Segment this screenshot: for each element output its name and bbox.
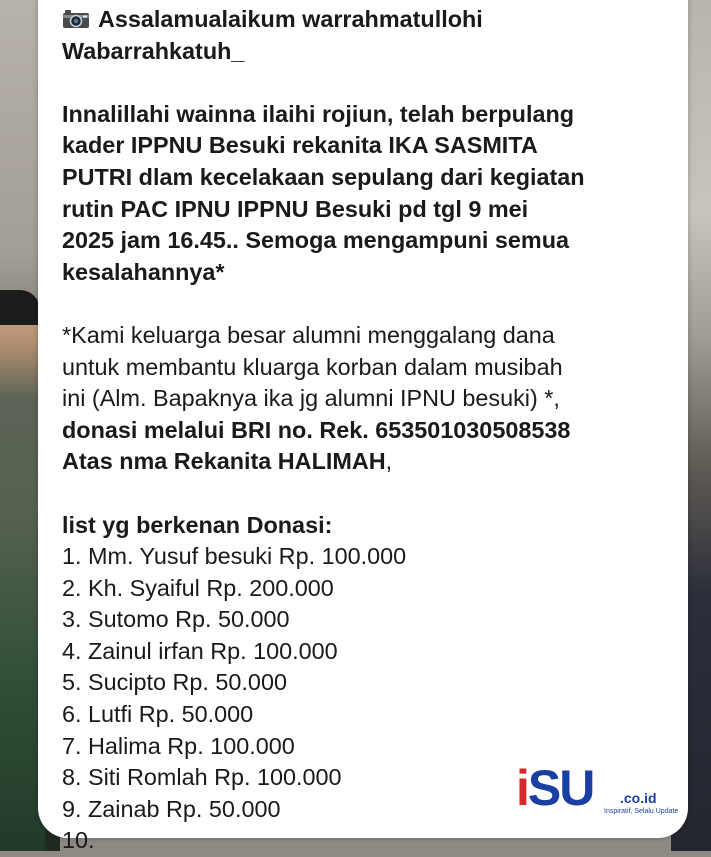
- bank-account-name: Atas nma Rekanita HALIMAH: [62, 448, 386, 475]
- greeting-line-2: Wabarrahkatuh_: [62, 37, 245, 64]
- donor-list-item: 8. Siti Romlah Rp. 100.000: [62, 764, 342, 791]
- logo-tagline: Inspiratif, Selalu Update: [604, 808, 679, 815]
- donor-list-item: 7. Halima Rp. 100.000: [62, 732, 295, 759]
- bank-info-line: donasi melalui BRI no. Rek. 653501030508538: [62, 416, 571, 443]
- camera-icon: [62, 9, 90, 29]
- donor-list-item: 6. Lutfi Rp. 50.000: [62, 701, 254, 728]
- announcement-line: 2025 jam 16.45.. Semoga mengampuni semua: [62, 227, 570, 254]
- donor-list-item: 3. Sutomo Rp. 50.000: [62, 606, 290, 633]
- donor-list-item: 1. Mm. Yusuf besuki Rp. 100.000: [62, 543, 407, 570]
- greeting-text-1: Assalamualaikum warrahmatullohi: [98, 6, 483, 32]
- donor-list-title: list yg berkenan Donasi:: [62, 511, 333, 538]
- message-card: [38, 0, 688, 854]
- donor-list-item: 5. Sucipto Rp. 50.000: [62, 669, 287, 696]
- logo-letter-i: i: [516, 760, 528, 816]
- fundraising-line: *Kami keluarga besar alumni menggalang dana: [62, 321, 555, 348]
- announcement-line: kader IPPNU Besuki rekanita IKA SASMITA: [62, 132, 538, 159]
- logo-domain: .co.id: [620, 790, 657, 806]
- donor-list-item: 9. Zainab Rp. 50.000: [62, 795, 281, 822]
- announcement-line: kesalahannya*: [62, 258, 225, 285]
- background-person-cap: [0, 290, 40, 325]
- bank-info-line-2: [62, 446, 674, 478]
- logo-wordmark: [516, 760, 594, 816]
- donor-list-item: 2. Kh. Syaiful Rp. 200.000: [62, 574, 334, 601]
- announcement-line: rutin PAC IPNU IPPNU Besuki pd tgl 9 mei: [62, 195, 529, 222]
- fundraising-line: ini (Alm. Bapaknya ika jg alumni IPNU besuki) *,: [62, 385, 560, 412]
- greeting-line-1: [62, 4, 674, 36]
- announcement-line: PUTRI dlam kecelakaan sepulang dari kegiatan: [62, 163, 585, 190]
- bank-info-suffix: ,: [385, 448, 393, 475]
- donor-list-item: 4. Zainul irfan Rp. 100.000: [62, 637, 338, 664]
- logo-letters-su: SU: [527, 760, 594, 816]
- donor-list-item-cut-off: 10.: [62, 827, 95, 854]
- announcement-line: Innalillahi wainna ilaihi rojiun, telah berpulang: [62, 100, 575, 127]
- fundraising-line: untuk membantu kluarga korban dalam musibah: [62, 353, 563, 380]
- isu-watermark-logo: [516, 760, 679, 828]
- message-text: [62, 4, 674, 854]
